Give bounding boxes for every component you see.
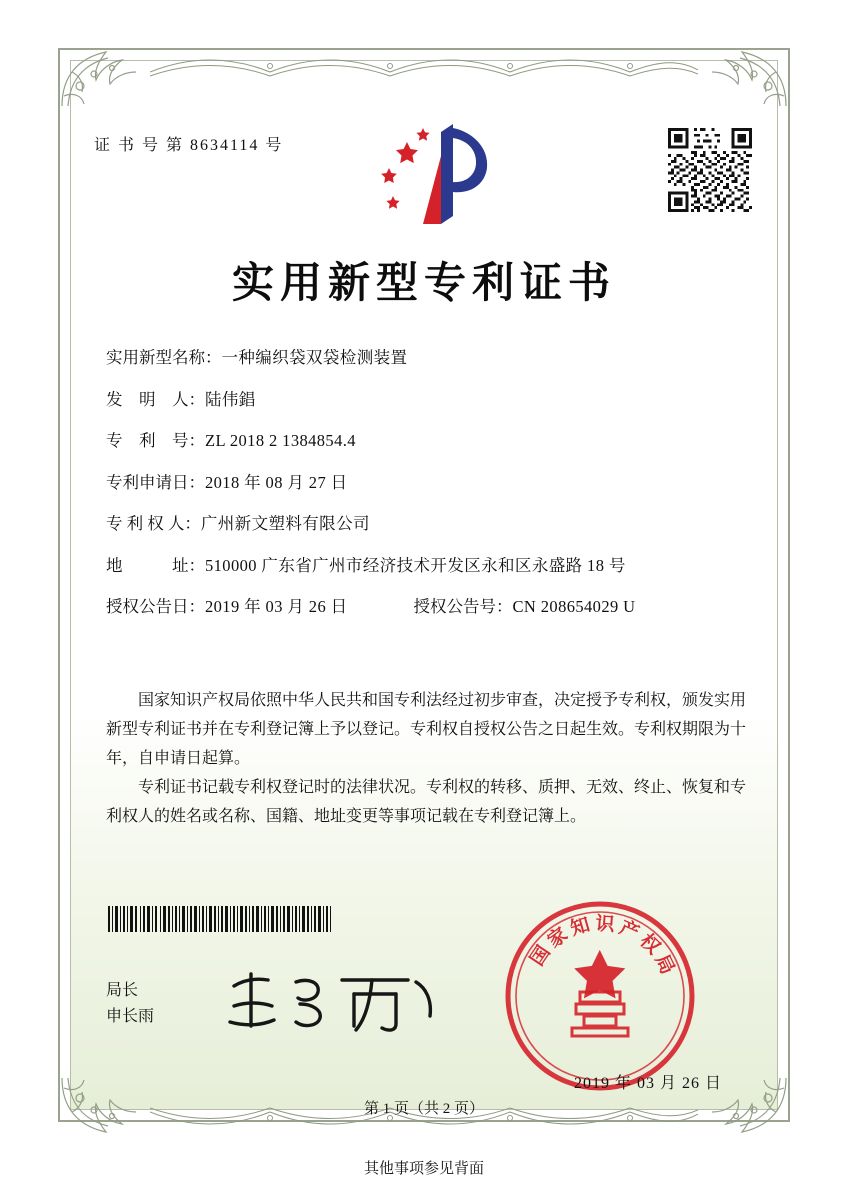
field-grant-row — [106, 599, 748, 616]
field-value: 一种编织袋双袋检测装置 — [221, 348, 408, 367]
grant-date-value: 2019 年 03 月 26 日 — [205, 597, 348, 616]
grant-number-value: CN 208654029 U — [512, 597, 636, 616]
field-value: 广州新文塑料有限公司 — [200, 514, 370, 533]
legal-paragraphs — [106, 686, 746, 831]
handwritten-signature — [220, 960, 450, 1040]
field-label: 发 明 人： — [106, 389, 205, 409]
signatory-name: 申长雨 — [106, 1008, 155, 1025]
svg-text:知: 知 — [568, 914, 593, 940]
page-title: 实用新型专利证书 — [231, 261, 616, 307]
paragraph-grant: 国家知识产权局依照中华人民共和国专利法经过初步审查，决定授予专利权，颁发实用新型专利证书并在专利登记簿上予以登记。专利权自授权公告之日起生效。专利权期限为十年，自申请日起算。 — [106, 692, 747, 767]
grant-date-label: 授权公告日： — [106, 597, 205, 616]
field-list — [106, 350, 748, 641]
field-value: 2018 年 08 月 27 日 — [205, 472, 348, 492]
field-label: 地 址： — [106, 555, 205, 575]
certificate-content — [70, 60, 778, 1117]
footnote: 其他事项参见背面 — [363, 1161, 484, 1177]
cnipa-logo-icon — [349, 120, 499, 230]
seal-date: 2019 年 03 月 26 日 — [573, 1075, 722, 1092]
field-label: 专 利 号： — [106, 431, 205, 450]
field-value: ZL 2018 2 1384854.4 — [205, 431, 356, 450]
field-inventor — [106, 389, 748, 409]
qr-code — [668, 128, 752, 212]
signatory-block — [106, 978, 154, 1030]
paragraph-registry: 专利证书记载专利权登记时的法律状况。专利权的转移、质押、无效、终止、恢复和专利权人的姓名或名称、国籍、地址变更等事项记载在专利登记簿上。 — [106, 779, 747, 825]
field-label: 专利申请日： — [106, 472, 205, 492]
svg-text:产: 产 — [616, 917, 643, 945]
field-value: 陆伟錩 — [205, 389, 256, 409]
field-utility-model-name — [106, 350, 748, 367]
official-seal — [500, 896, 700, 1096]
svg-text:权: 权 — [635, 930, 664, 959]
barcode — [108, 906, 348, 932]
page-indicator: 第 1 页（共 2 页） — [363, 1101, 484, 1117]
grant-number-label: 授权公告号： — [413, 597, 513, 616]
field-value: 510000 广东省广州市经济技术开发区永和区永盛路 18 号 — [205, 555, 626, 575]
svg-text:家: 家 — [544, 924, 572, 953]
field-label: 专 利 权 人： — [106, 514, 201, 533]
svg-text:局: 局 — [650, 951, 678, 978]
field-address — [106, 555, 748, 575]
field-patent-number — [106, 433, 748, 450]
field-patentee — [106, 516, 748, 533]
svg-text:国: 国 — [526, 942, 555, 970]
certificate-number: 证 书 号 第 8634114 号 — [94, 137, 284, 154]
svg-text:识: 识 — [594, 913, 616, 936]
signatory-title: 局长 — [106, 982, 139, 999]
field-label: 实用新型名称： — [106, 348, 222, 367]
field-application-date — [106, 472, 748, 492]
